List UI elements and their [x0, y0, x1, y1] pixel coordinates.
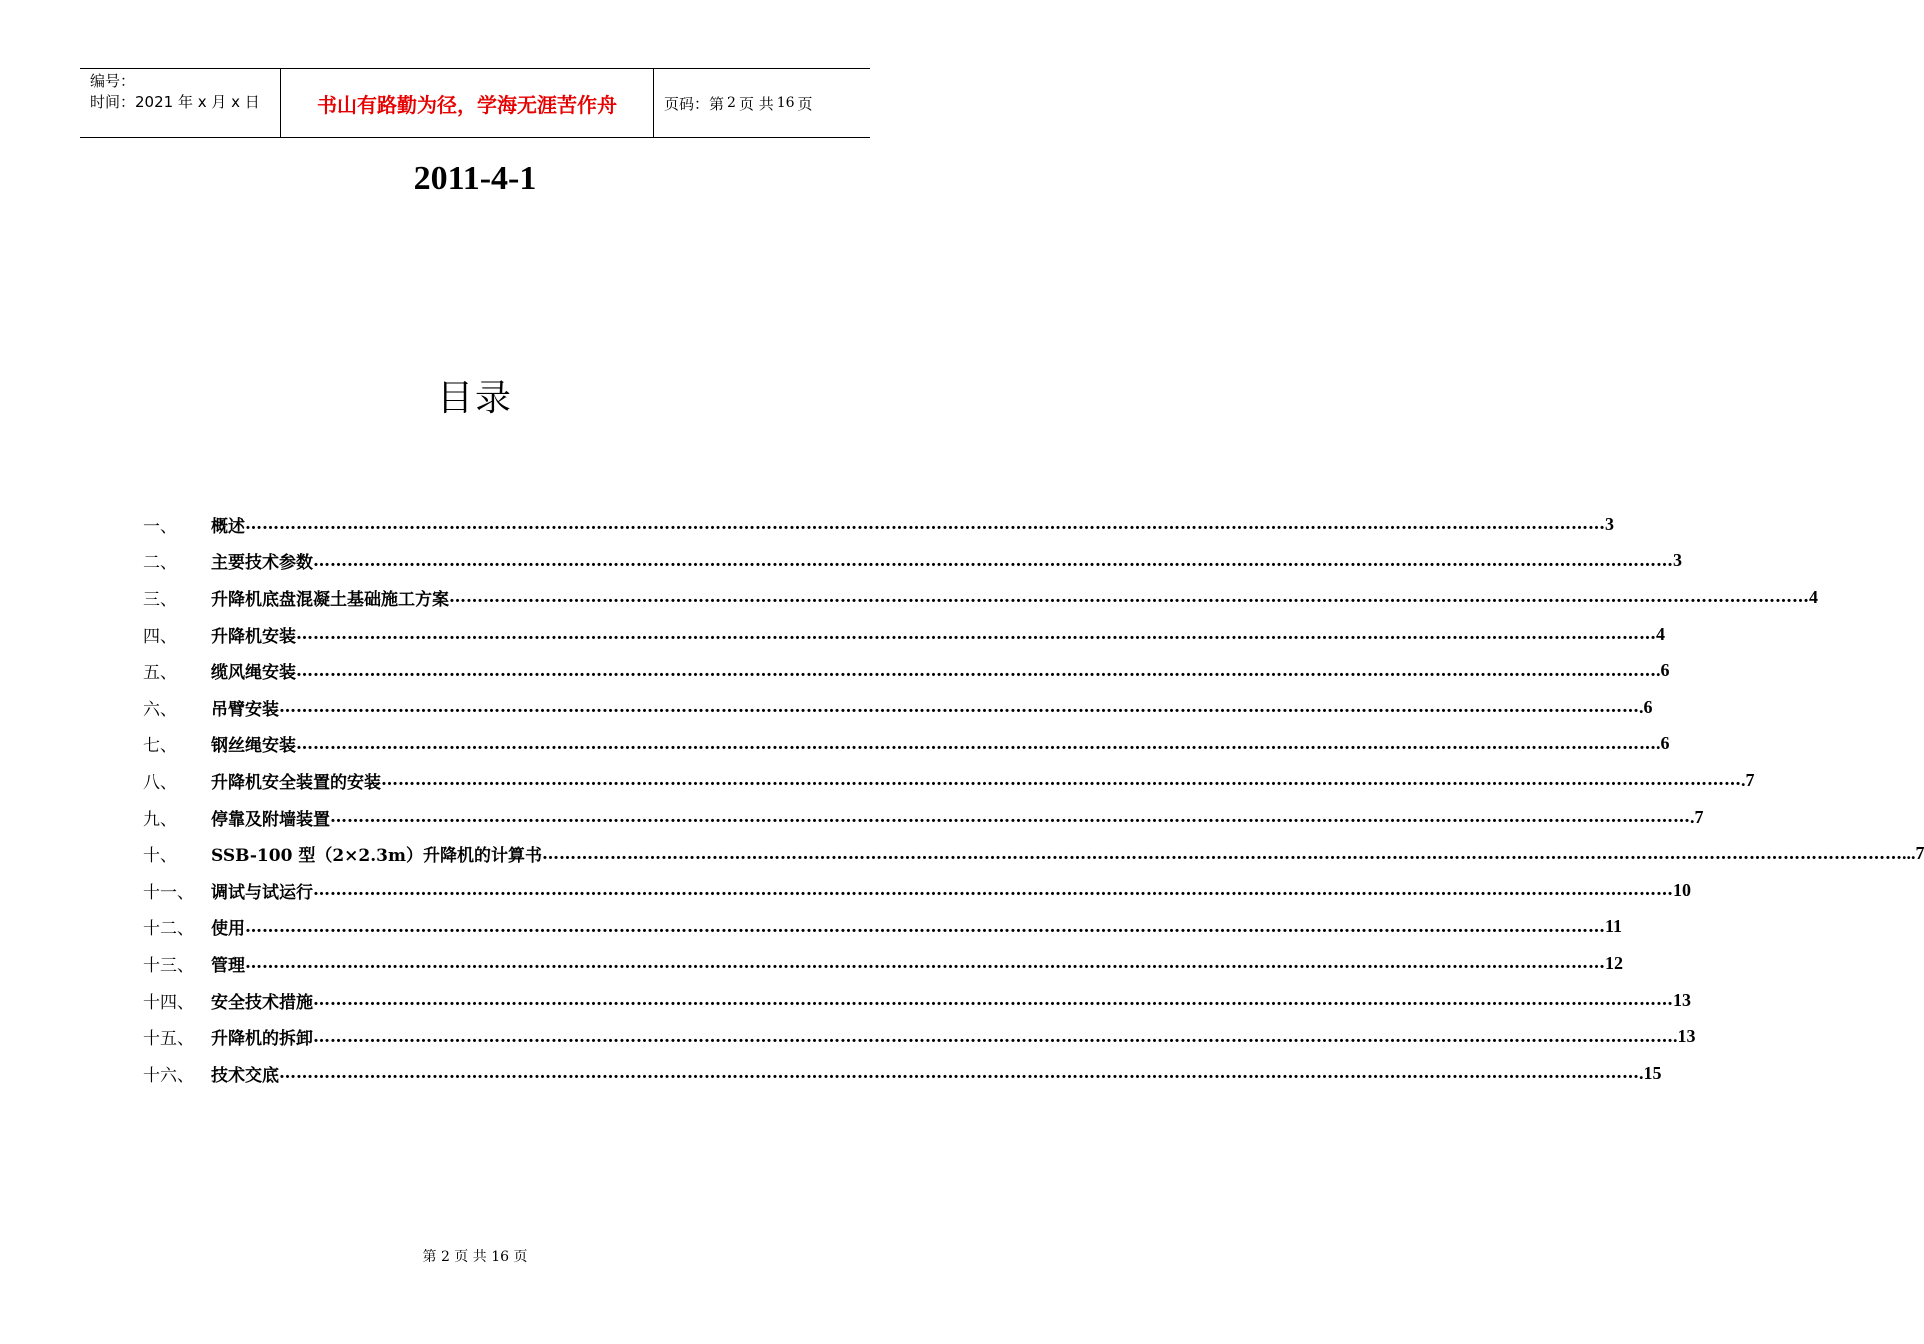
- toc-entry-page: 13: [1673, 989, 1691, 1010]
- toc-entry[interactable]: [143, 1018, 1696, 1055]
- toc-title: 目录: [436, 378, 513, 419]
- toc-entry-title: 停靠及附墙装置: [211, 809, 330, 830]
- toc-entry-page: 11: [1605, 916, 1623, 937]
- toc-entry-number: 十一、: [143, 882, 194, 903]
- toc-entry-title: 主要技术参数: [211, 553, 313, 574]
- toc-entry-page: .15: [1639, 1062, 1662, 1083]
- toc-entry[interactable]: [143, 835, 1924, 872]
- toc-entry-number: 十六、: [143, 1065, 194, 1086]
- toc-entry[interactable]: [143, 579, 1818, 616]
- toc-entry-title: 升降机安装: [211, 626, 296, 647]
- table-of-contents: [143, 506, 1924, 1092]
- toc-leader-dots: ……………………………………………………………………………………………………………………………………………………………………………………………………………………: [313, 550, 1673, 571]
- page-number: 2: [727, 95, 736, 111]
- toc-entry-title: 升降机的拆卸: [211, 1029, 313, 1050]
- toc-entry-number: 九、: [143, 809, 177, 830]
- toc-entry-title: 技术交底: [211, 1065, 279, 1086]
- page-header: [80, 68, 870, 138]
- toc-entry[interactable]: [143, 762, 1755, 799]
- toc-entry-title: 钢丝绳安装: [211, 736, 296, 757]
- header-page-info: [654, 69, 870, 137]
- toc-entry-number: 十四、: [143, 992, 194, 1013]
- toc-entry-number: 十、: [143, 846, 177, 867]
- toc-entry-page: 4: [1809, 586, 1818, 607]
- toc-leader-dots: ……………………………………………………………………………………………………………………………………………………………………………………………………………………: [279, 1063, 1639, 1084]
- toc-leader-dots: ……………………………………………………………………………………………………………………………………………………………………………………………………………………: [313, 880, 1673, 901]
- page-suffix: 页: [797, 94, 813, 113]
- toc-entry[interactable]: [143, 506, 1614, 543]
- toc-entry-title: 升降机底盘混凝土基础施工方案: [211, 589, 449, 610]
- toc-entry-number: 十二、: [143, 919, 194, 940]
- page-footer: 第 2 页 共 16 页: [422, 1249, 528, 1265]
- toc-entry[interactable]: [143, 909, 1623, 946]
- toc-leader-dots: ……………………………………………………………………………………………………………………………………………………………………………………………………………………: [245, 953, 1605, 974]
- toc-leader-dots: ……………………………………………………………………………………………………………………………………………………………………………………………………………………: [296, 733, 1656, 754]
- toc-leader-dots: ……………………………………………………………………………………………………………………………………………………………………………………………………………………: [313, 990, 1673, 1011]
- page-prefix: 页码：第: [664, 94, 725, 113]
- toc-entry-page: .6: [1656, 733, 1670, 754]
- toc-entry-number: 一、: [143, 516, 177, 537]
- toc-entry[interactable]: [143, 726, 1670, 763]
- toc-entry-page: .6: [1656, 660, 1670, 681]
- toc-entry-page: 12: [1605, 952, 1623, 973]
- toc-entry-title: 吊臂安装: [211, 699, 279, 720]
- toc-entry-number: 二、: [143, 553, 177, 574]
- toc-entry-title: 调试与试运行: [211, 882, 313, 903]
- toc-leader-dots: ……………………………………………………………………………………………………………………………………………………………………………………………………………………: [541, 843, 1902, 864]
- toc-entry[interactable]: [143, 982, 1691, 1019]
- toc-entry-page: .13: [1673, 1026, 1696, 1047]
- toc-leader-dots: ……………………………………………………………………………………………………………………………………………………………………………………………………………………: [279, 697, 1639, 718]
- toc-leader-dots: ……………………………………………………………………………………………………………………………………………………………………………………………………………………: [449, 587, 1809, 608]
- toc-entry-number: 四、: [143, 626, 177, 647]
- header-info: [80, 69, 281, 137]
- toc-leader-dots: ……………………………………………………………………………………………………………………………………………………………………………………………………………………: [313, 1026, 1673, 1047]
- toc-entry-title: 管理: [211, 955, 245, 976]
- toc-entry-number: 八、: [143, 772, 177, 793]
- toc-entry-page: 3: [1605, 513, 1614, 534]
- toc-entry-page: 4: [1656, 623, 1665, 644]
- toc-entry-title: 安全技术措施: [211, 992, 313, 1013]
- toc-entry[interactable]: [143, 1055, 1662, 1092]
- toc-leader-dots: ……………………………………………………………………………………………………………………………………………………………………………………………………………………: [296, 624, 1656, 645]
- toc-entry-number: 七、: [143, 736, 177, 757]
- header-motto: [281, 69, 654, 137]
- toc-entry-number: 十三、: [143, 955, 194, 976]
- toc-leader-dots: ……………………………………………………………………………………………………………………………………………………………………………………………………………………: [245, 916, 1605, 937]
- toc-entry-number: 五、: [143, 663, 177, 684]
- toc-leader-dots: ……………………………………………………………………………………………………………………………………………………………………………………………………………………: [245, 514, 1605, 535]
- time-label: 时间：2021 年 x 月 x 日: [90, 93, 260, 111]
- document-date: 2011-4-1: [413, 160, 537, 197]
- toc-entry-title: 升降机安全装置的安装: [211, 772, 381, 793]
- page-mid: 页 共: [738, 94, 774, 113]
- toc-entry-page: .7: [1741, 769, 1755, 790]
- toc-entry[interactable]: [143, 543, 1682, 580]
- toc-entry-page: ...7: [1901, 843, 1924, 864]
- toc-entry-page: 3: [1673, 550, 1682, 571]
- toc-entry-page: 10: [1673, 879, 1691, 900]
- toc-entry[interactable]: [143, 616, 1665, 653]
- toc-entry[interactable]: [143, 652, 1670, 689]
- toc-entry-title: 缆风绳安装: [211, 663, 296, 684]
- toc-leader-dots: ……………………………………………………………………………………………………………………………………………………………………………………………………………………: [381, 770, 1741, 791]
- toc-entry-page: .7: [1690, 806, 1704, 827]
- toc-entry-number: 六、: [143, 699, 177, 720]
- toc-entry[interactable]: [143, 945, 1623, 982]
- toc-entry-title: SSB-100 型（2×2.3m）升降机的计算书: [211, 846, 542, 867]
- toc-entry-title: 概述: [211, 516, 245, 537]
- toc-entry-number: 十五、: [143, 1029, 194, 1050]
- toc-entry[interactable]: [143, 689, 1653, 726]
- code-label: 编号：: [90, 72, 136, 90]
- toc-leader-dots: ……………………………………………………………………………………………………………………………………………………………………………………………………………………: [330, 807, 1690, 828]
- motto-text: 书山有路勤为径，学海无涯苦作舟: [317, 92, 617, 117]
- toc-entry[interactable]: [143, 872, 1691, 909]
- toc-entry[interactable]: [143, 799, 1704, 836]
- toc-leader-dots: ……………………………………………………………………………………………………………………………………………………………………………………………………………………: [296, 660, 1656, 681]
- page-total: 16: [776, 95, 795, 111]
- toc-entry-page: .6: [1639, 696, 1653, 717]
- toc-entry-title: 使用: [211, 919, 245, 940]
- toc-entry-number: 三、: [143, 589, 177, 610]
